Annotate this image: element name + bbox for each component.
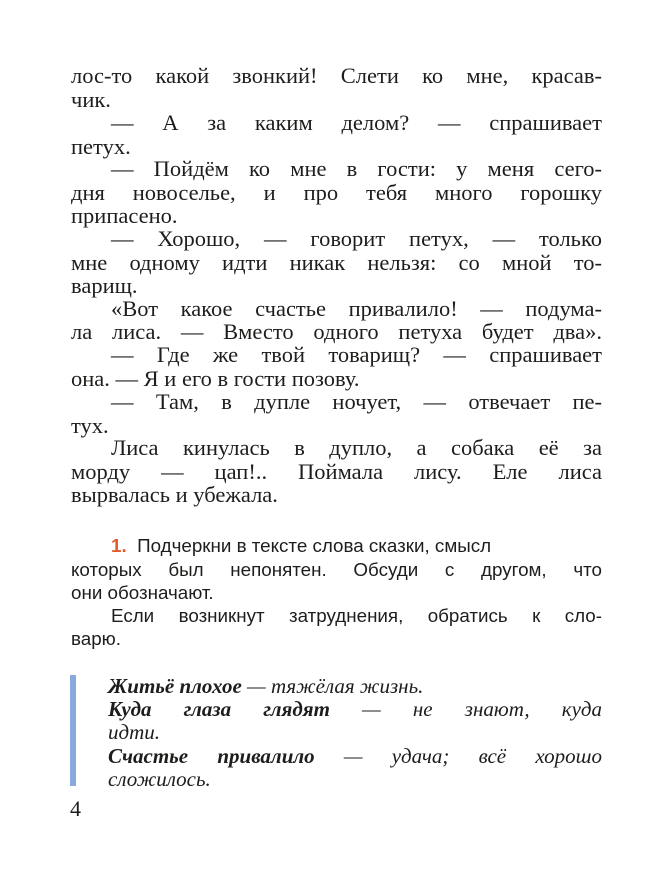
task-line-1 bbox=[111, 534, 602, 558]
story-line-11: «Вот какое счастье привалило! — подума- bbox=[111, 296, 602, 321]
story-line-16: тух. bbox=[71, 413, 109, 438]
story-line-19: вырвалась и убежала. bbox=[71, 482, 278, 507]
story-line-18: морду — цап!.. Поймала лису. Еле лиса bbox=[71, 459, 602, 484]
story-line-3: — А за каким делом? — спрашивает bbox=[111, 110, 602, 135]
story-line-1: лос-то какой звонкий! Слети ко мне, красав- bbox=[71, 63, 602, 88]
glossary-continuation-2: идти. bbox=[108, 720, 161, 744]
glossary-definition-2: — не знают, куда bbox=[329, 697, 602, 721]
story-line-14: она. — Я и его в гости позову. bbox=[71, 366, 360, 391]
glossary-entry-3 bbox=[108, 744, 602, 768]
task-text-1: Подчеркни в тексте слова сказки, смысл bbox=[137, 535, 492, 556]
story-line-8: — Хорошо, — говорит петух, — только bbox=[111, 226, 602, 251]
glossary-bar bbox=[70, 675, 76, 786]
story-line-10: варищ. bbox=[71, 273, 138, 298]
glossary-entry-1 bbox=[108, 674, 602, 698]
glossary-entry-2 bbox=[108, 697, 602, 721]
story-line-9: мне одному идти никак нельзя: со мной то- bbox=[71, 250, 602, 275]
story-line-13: — Где же твой товарищ? — спрашивает bbox=[111, 342, 602, 367]
task-line-5: варю. bbox=[71, 628, 121, 649]
story-line-5: — Пойдём ко мне в гости: у меня сего- bbox=[111, 156, 602, 181]
task-number: 1. bbox=[111, 535, 127, 556]
story-line-6: дня новоселье, и про тебя много горошку bbox=[71, 180, 602, 205]
glossary-term-1: Житьё плохое bbox=[108, 674, 242, 698]
glossary-definition-1: — тяжёлая жизнь. bbox=[241, 674, 424, 698]
story-line-15: — Там, в дупле ночует, — отвечает пе- bbox=[111, 389, 602, 414]
task-line-2: которых был непонятен. Обсуди с другом, что bbox=[71, 559, 602, 580]
task-line-4: Если возникнут затруднения, обратись к сло- bbox=[111, 605, 602, 626]
glossary-definition-3: — удача; всё хорошо bbox=[314, 744, 603, 768]
story-line-2: чик. bbox=[71, 87, 111, 112]
glossary-continuation-3: сложилось. bbox=[108, 767, 211, 791]
glossary-term-3: Счастье привалило bbox=[108, 744, 315, 768]
task-line-3: они обозначают. bbox=[71, 582, 214, 603]
story-line-17: Лиса кинулась в дупло, а собака её за bbox=[111, 435, 602, 460]
story-line-7: припасено. bbox=[71, 203, 178, 228]
story-line-12: ла лиса. — Вместо одного петуха будет два». bbox=[71, 319, 602, 344]
story-line-4: петух. bbox=[71, 134, 131, 159]
glossary-term-2: Куда глаза глядят bbox=[108, 697, 330, 721]
page-number: 4 bbox=[70, 796, 81, 821]
